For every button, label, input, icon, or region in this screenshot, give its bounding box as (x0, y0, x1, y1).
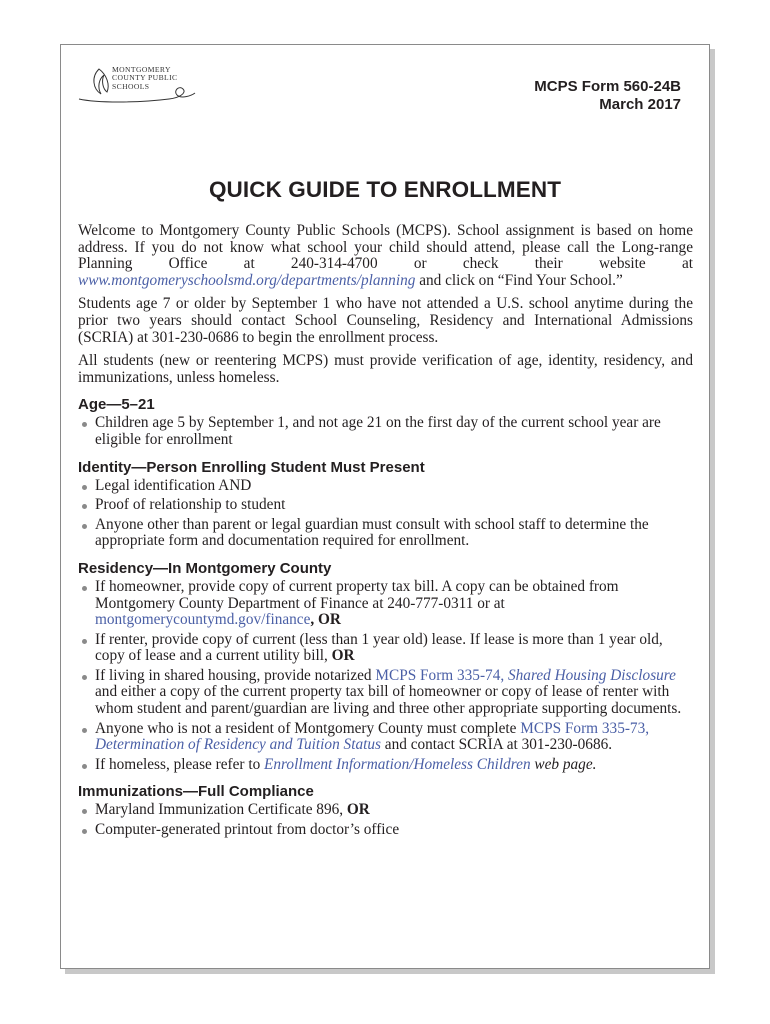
list-item: Anyone other than parent or legal guardian must consult with school staff to determine the appropriate form and documentation required for enrollment. (78, 517, 693, 550)
age-heading: Age—5–21 (78, 396, 155, 414)
homeless-children-link[interactable]: Enrollment Information/Homeless Children (264, 755, 531, 773)
list-item: If homeowner, provide copy of current property tax bill. A copy can be obtained from Montgomery County Department of Finance at 240-777-0311 or at montgomerycountymd.gov/finance, OR (78, 579, 693, 629)
form-date: March 2017 (599, 96, 681, 113)
page-title: QUICK GUIDE TO ENROLLMENT (208, 177, 562, 202)
form-335-73-link[interactable]: MCPS Form 335-73, Determination of Residency and Tuition Status (95, 719, 650, 754)
list-item: Anyone who is not a resident of Montgomery County must complete MCPS Form 335-73, Determination of Residency and Tuition Status and contact SCRIA at 301-230-0686. (78, 721, 693, 754)
form-335-74-link[interactable]: MCPS Form 335-74, Shared Housing Disclosure (375, 666, 676, 684)
planning-website-link[interactable]: www.montgomeryschoolsmd.org/departments/planning (78, 271, 416, 289)
list-item: Computer-generated printout from doctor’s office (78, 822, 693, 839)
list-item: If homeless, please refer to Enrollment Information/Homeless Children web page. (78, 757, 693, 774)
intro-paragraph-2: Students age 7 or older by September 1 who have not attended a U.S. school anytime during the prior two years should contact School Counseling, Residency and International Admissions (SCRIA) at 301-230-0686 to begin the enrollment process. (78, 295, 693, 346)
age-list (78, 415, 693, 448)
mcps-logo (77, 63, 197, 113)
list-item: Children age 5 by September 1, and not age 21 on the first day of the current school year are eligible for enrollment (78, 415, 693, 448)
list-item: Maryland Immunization Certificate 896, OR (78, 802, 693, 819)
list-item: Proof of relationship to student (78, 497, 693, 514)
residency-list (78, 579, 693, 774)
immunizations-heading: Immunizations—Full Compliance (78, 783, 314, 801)
document-page (60, 44, 710, 969)
list-item: If living in shared housing, provide notarized MCPS Form 335-74, Shared Housing Disclosure and either a copy of the current property tax bill of homeowner or copy of lease of renter with whom student and parent/guardian are living and three other appropriate supporting documents. (78, 668, 693, 718)
residency-heading: Residency—In Montgomery County (78, 559, 332, 577)
immunizations-list (78, 802, 693, 838)
list-item: Legal identification AND (78, 478, 693, 495)
form-identifier (534, 78, 681, 114)
finance-link[interactable]: montgomerycountymd.gov/finance (95, 611, 311, 629)
logo-wordmark: MONTGOMERY COUNTY PUBLIC SCHOOLS (112, 65, 178, 91)
intro-paragraph-1: Welcome to Montgomery County Public Schools (MCPS). School assignment is based on home address. If you do not know what school your child should attend, please call the Long-range Planning Office at 240-314-4700 or check their website at www.montgomeryschoolsmd.org/departments/planning and click on “Find Your School.” (78, 222, 693, 289)
intro-paragraph-3: All students (new or reentering MCPS) must provide verification of age, identity, residency, and immunizations, unless homeless. (78, 352, 693, 386)
form-number: MCPS Form 560-24B (534, 78, 681, 95)
identity-list (78, 478, 693, 550)
document-body (78, 223, 693, 842)
list-item: If renter, provide copy of current (less than 1 year old) lease. If lease is more than 1 year old, copy of lease and a current utility bill, OR (78, 632, 693, 665)
identity-heading: Identity—Person Enrolling Student Must Present (78, 458, 425, 476)
